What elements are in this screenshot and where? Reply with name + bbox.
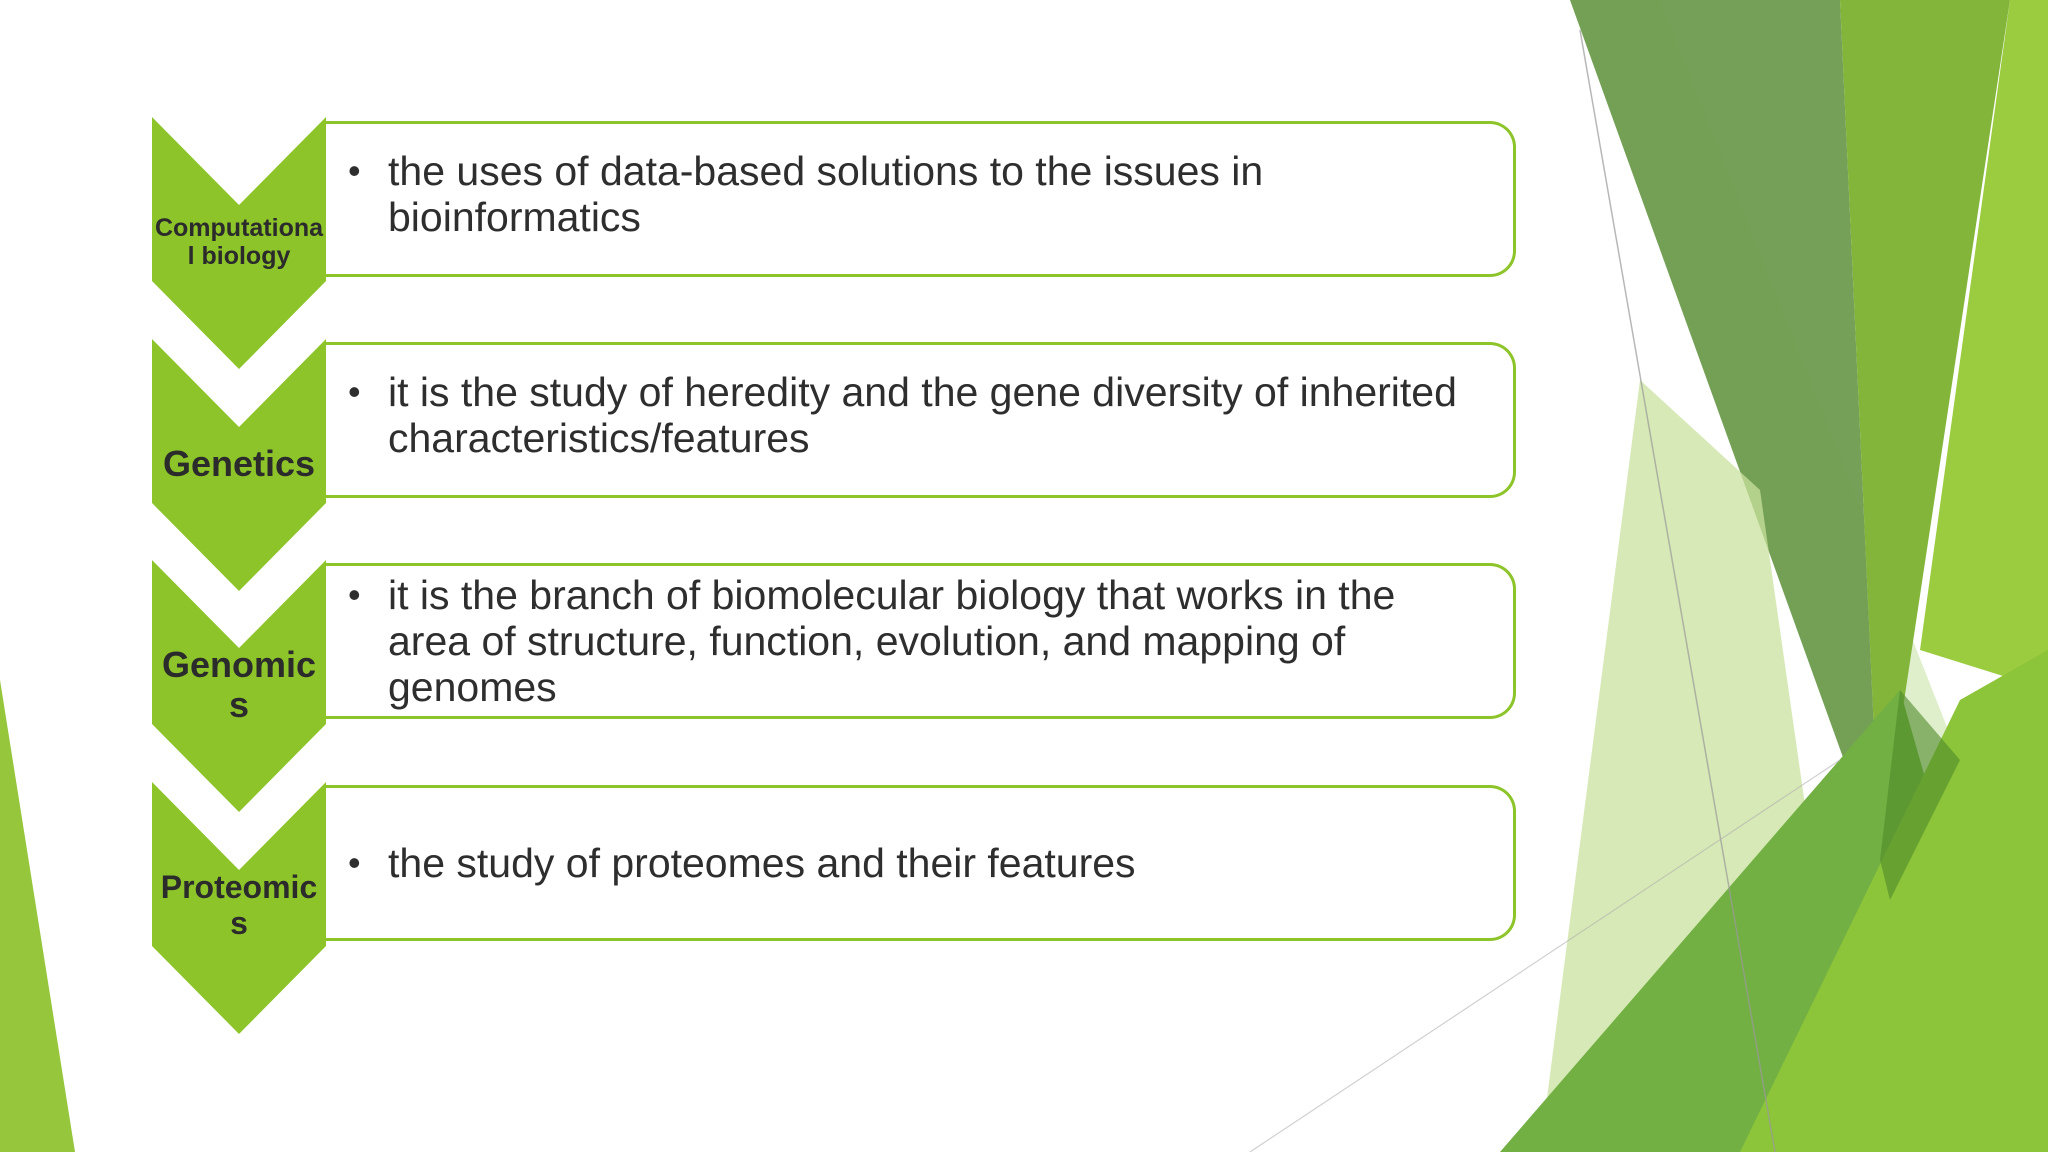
bullet-genomics: • it is the branch of biomolecular biology that works in the area of structure, function, evolution, and mapping of genomes: [388, 572, 1483, 710]
content-box-genetics: [326, 342, 1516, 498]
label-computational-biology: Computational biology: [154, 214, 324, 270]
content-box-genomics: [326, 563, 1516, 719]
content-box-computational-biology: [326, 121, 1516, 277]
bullet-list: [326, 345, 1513, 461]
bullet-computational-biology: • the uses of data-based solutions to the issues in bioinformatics: [388, 148, 1483, 240]
label-proteomics: Proteomics: [160, 869, 318, 941]
bullet-proteomics: • the study of proteomes and their features: [388, 840, 1483, 886]
label-genomics: Genomics: [161, 643, 317, 725]
content-box-proteomics: [326, 785, 1516, 941]
bullet-list: [326, 572, 1513, 710]
bullet-genetics: • it is the study of heredity and the gene diversity of inherited characteristics/features: [388, 369, 1483, 461]
bullet-list: [326, 840, 1513, 886]
bullet-list: [326, 124, 1513, 240]
label-genetics: Genetics: [162, 442, 316, 484]
